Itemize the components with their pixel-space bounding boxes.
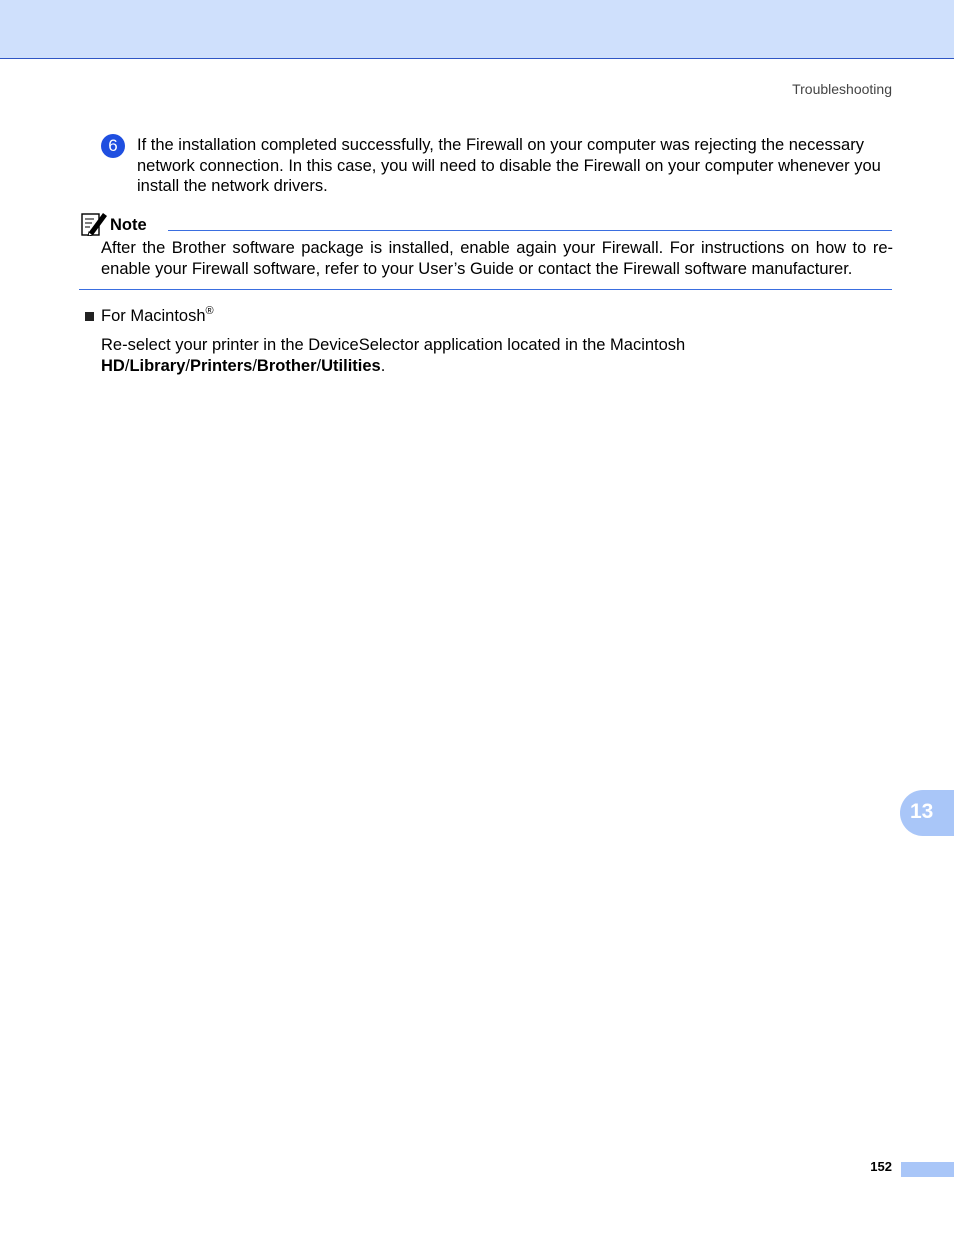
path-folder: HD bbox=[101, 356, 125, 375]
registered-mark: ® bbox=[205, 305, 214, 317]
macintosh-heading bbox=[101, 305, 214, 326]
note-pencil-icon bbox=[81, 210, 108, 236]
path-separator: / bbox=[252, 356, 257, 375]
path-folder: Printers bbox=[189, 356, 253, 375]
note-bottom-rule bbox=[79, 289, 892, 290]
path-separator: / bbox=[124, 356, 130, 375]
macintosh-intro: Re-select your printer in the DeviceSelector application located in the Macintosh bbox=[101, 336, 686, 354]
macintosh-folder-path bbox=[101, 357, 385, 375]
path-separator: / bbox=[185, 356, 190, 375]
step-text: If the installation completed successfully, the Firewall on your computer was rejecting the necessary network connection. In this case, you will need to disable the Firewall on your computer whenever you install the network drivers. bbox=[137, 136, 881, 196]
step-number-badge: 6 bbox=[101, 134, 125, 158]
chapter-number: 13 bbox=[910, 800, 934, 823]
path-folder: Utilities bbox=[321, 356, 381, 375]
header-band bbox=[0, 0, 954, 59]
note-top-rule bbox=[168, 230, 892, 231]
note-title: Note bbox=[110, 216, 147, 234]
path-separator: . bbox=[380, 356, 386, 375]
page-number: 152 bbox=[870, 1159, 892, 1174]
path-folder: Brother bbox=[256, 356, 317, 375]
path-separator: / bbox=[316, 356, 322, 375]
page-number-bar bbox=[901, 1162, 954, 1177]
bullet-square-icon bbox=[85, 312, 94, 321]
chapter-tab bbox=[900, 790, 954, 836]
path-folder: Library bbox=[129, 356, 186, 375]
note-text: After the Brother software package is installed, enable again your Firewall. For instructions on how to re-enable your Firewall software, refer to your User’s Guide or contact the Firewall software manufacturer. bbox=[101, 239, 893, 278]
macintosh-instructions bbox=[101, 335, 881, 376]
running-header: Troubleshooting bbox=[792, 81, 892, 97]
macintosh-heading-text: For Macintosh bbox=[101, 307, 206, 325]
